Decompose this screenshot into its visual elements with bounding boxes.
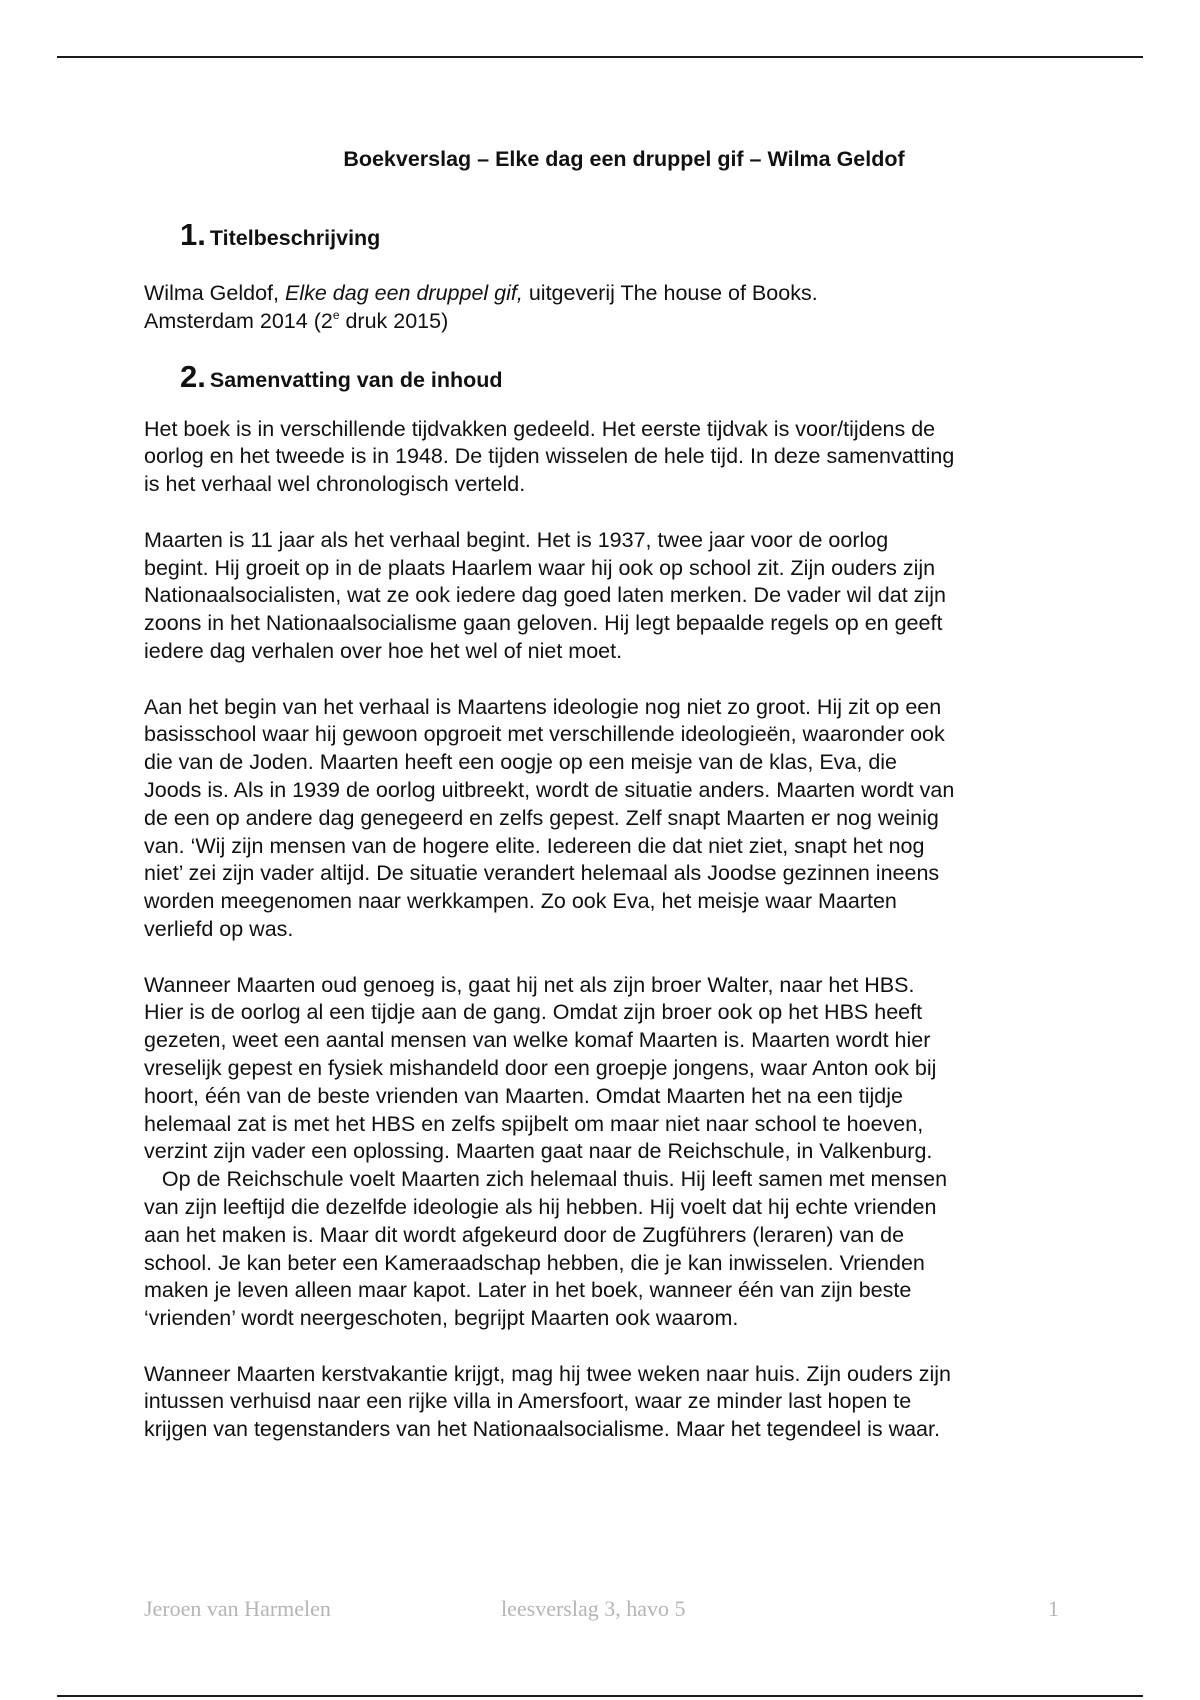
text-line: Hier is de oorlog al een tijdje aan de gang. Omdat zijn broer ook op het HBS heeft [144, 1000, 923, 1025]
page-footer [144, 1596, 1059, 1632]
text-line: van. ‘Wij zijn mensen van de hogere elite. Iedereen die dat niet ziet, snapt het nog [144, 833, 925, 858]
text-line: iedere dag verhalen over hoe het wel of niet moet. [144, 638, 623, 663]
section-heading-samenvatting [180, 356, 1074, 398]
footer-author: Jeroen van Harmelen [144, 1596, 331, 1621]
text-line: verliefd op was. [144, 916, 294, 941]
text-line: Aan het begin van het verhaal is Maartens ideologie nog niet zo groot. Hij zit op een [144, 694, 942, 719]
text-line: worden meegenomen naar werkkampen. Zo ook Eva, het meisje waar Maarten [144, 889, 897, 914]
text-line: de een op andere dag genegeerd en zelfs gepest. Zelf snapt Maarten er nog weinig [144, 805, 939, 830]
paragraph-gap [144, 944, 1074, 972]
reference-publisher: uitgeverij The house of Books. [522, 281, 818, 305]
text-line: intussen verhuisd naar een rijke villa in Amersfoort, waar ze minder last hopen te [144, 1389, 912, 1414]
reference-edition-superscript: e [332, 307, 340, 322]
text-line: begint. Hij groeit op in de plaats Haarlem waar hij ook op school zit. Zijn ouders zijn [144, 555, 936, 580]
reference-author: Wilma Geldof, [144, 281, 285, 305]
summary-paragraph [144, 694, 1074, 944]
text-line: krijgen van tegenstanders van het Nationaalsocialisme. Maar het tegendeel is waar. [144, 1417, 940, 1442]
summary-paragraph [144, 416, 1074, 499]
section-number: 1. [180, 217, 206, 252]
text-line: Het boek is in verschillende tijdvakken gedeeld. Het eerste tijdvak is voor/tijdens de [144, 416, 936, 441]
section-number: 2. [180, 358, 206, 394]
footer-rule [57, 1695, 1143, 1697]
text-line: gezeten, weet een aantal mensen van welke komaf Maarten is. Maarten wordt hier [144, 1028, 931, 1053]
header-rule [57, 56, 1143, 58]
text-line: basisschool waar hij gewoon opgroeit met verschillende ideologieën, waaronder ook [144, 722, 945, 747]
text-line: maken je leven alleen maar kapot. Later in het boek, wanneer één van zijn beste [144, 1278, 912, 1303]
section-title: Titelbeschrijving [209, 226, 381, 250]
text-line: zoons in het Nationaalsocialisme gaan geloven. Hij legt bepaalde regels op en geeft [144, 611, 943, 636]
text-line: Op de Reichschule voelt Maarten zich helemaal thuis. Hij leeft samen met mensen [144, 1167, 948, 1192]
text-line: oorlog en het tweede is in 1948. De tijden wisselen de hele tijd. In deze samenvatting [144, 444, 955, 469]
bibliographic-reference [144, 280, 1074, 336]
text-line: Joods is. Als in 1939 de oorlog uitbreekt, wordt de situatie anders. Maarten wordt van [144, 777, 955, 802]
text-line: Wanneer Maarten oud genoeg is, gaat hij net als zijn broer Walter, naar het HBS. [144, 972, 915, 997]
summary-body [144, 416, 1074, 1444]
summary-paragraph [144, 1361, 1074, 1444]
text-line: Nationaalsocialisten, wat ze ook iedere dag goed laten merken. De vader wil dat zijn [144, 583, 946, 608]
document-page [144, 138, 1074, 1444]
text-line: helemaal zat is met het HBS en zelfs spijbelt om maar niet naar school te hoeven, [144, 1111, 924, 1136]
summary-paragraph [144, 972, 1074, 1333]
reference-place-year: Amsterdam 2014 (2 [144, 308, 333, 333]
text-line: vreselijk gepest en fysiek mishandeld door een groepje jongens, waar Anton ook bij [144, 1055, 937, 1080]
text-line: niet’ zei zijn vader altijd. De situatie verandert helemaal als Joodse gezinnen ineens [144, 861, 940, 886]
text-line: verzint zijn vader een oplossing. Maarten gaat naar de Reichschule, in Valkenburg. [144, 1139, 933, 1164]
text-line: Wanneer Maarten kerstvakantie krijgt, mag hij twee weken naar huis. Zijn ouders zijn [144, 1361, 952, 1386]
paragraph-gap [144, 666, 1074, 694]
reference-book-title: Elke dag een druppel gif, [284, 281, 523, 305]
text-line: hoort, één van de beste vrienden van Maarten. Omdat Maarten het na een tijdje [144, 1083, 903, 1108]
footer-page-number: 1 [1048, 1596, 1059, 1621]
footer-subject: leesverslag 3, havo 5 [501, 1596, 686, 1621]
summary-paragraph [144, 527, 1074, 666]
text-line: aan het maken is. Maar dit wordt afgekeurd door de Zugführers (leraren) van de [144, 1222, 905, 1247]
text-line: van zijn leeftijd die dezelfde ideologie als hij hebben. Hij voelt dat hij echte vrienden [144, 1194, 937, 1219]
paragraph-gap [144, 499, 1074, 527]
section-heading-titelbeschrijving [180, 214, 1074, 256]
section-title: Samenvatting van de inhoud [209, 367, 503, 392]
text-line: ‘vrienden’ wordt neergeschoten, begrijpt Maarten ook waarom. [144, 1306, 739, 1331]
text-line: is het verhaal wel chronologisch verteld. [144, 472, 526, 497]
paragraph-gap [144, 1333, 1074, 1361]
text-line: school. Je kan beter een Kameraadschap hebben, die je kan inwisselen. Vrienden [144, 1250, 925, 1275]
text-line: die van de Joden. Maarten heeft een oogje op een meisje van de klas, Eva, die [144, 750, 898, 775]
reference-edition: druk 2015) [339, 308, 449, 333]
text-line: Maarten is 11 jaar als het verhaal begint. Het is 1937, twee jaar voor de oorlog [144, 527, 889, 552]
document-title: Boekverslag – Elke dag een druppel gif – Wilma Geldof [343, 147, 905, 171]
